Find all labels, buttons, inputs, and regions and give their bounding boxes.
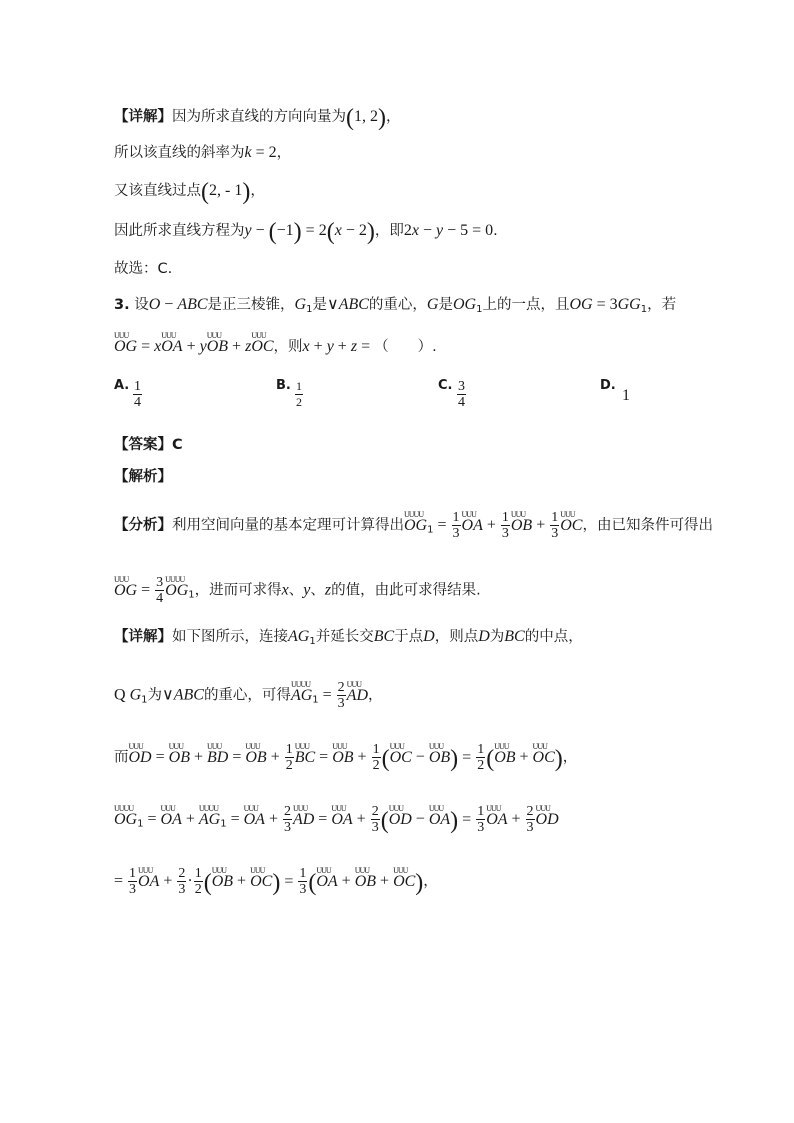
analysis-label: 【分析】	[114, 517, 172, 534]
detail-line-1: 【详解】因为所求直线的方向向量为(1, 2)，	[114, 105, 401, 131]
answer-line	[114, 435, 183, 455]
analysis-line-2: UUU OG = $\frac{3}{4}$ UUUU $OG_1$，进而可求得x、y、z的值，由此可求得结果.	[114, 574, 481, 606]
option-c-value: $\frac{3}{4}$	[458, 379, 465, 410]
option-a-value: $\frac{1}{4}$	[134, 379, 141, 410]
analysis-line-1: 【分析】利用空间向量的基本定理可计算得出 UUUU $OG_1$ = $\frac{1}{3}$ UUU OA + $\frac{1}{3}$ UUU OB + $\frac{1}{3}$ UUU OC，由已知条件可得出	[114, 509, 713, 541]
option-b-label: B.	[276, 378, 291, 393]
detail2-line-4: UUUU $OG_1$ = UUU OA + UUUU $AG_1$ = UUU OA + $\frac{2}{3}$ UUU AD = UUU OA + $\frac{2}{3}$ ( UUU OD − UUU OA) = $\frac{1}{3}$ UUU OA + $\frac{2}{3}$ UUU OD	[114, 803, 559, 835]
jiexi-line	[114, 467, 172, 487]
detail-label: 【详解】	[114, 109, 172, 125]
detail2-line-5: = $\frac{1}{3}$ UUU OA + $\frac{2}{3}$ · $\frac{1}{2}$ ( UUU OB + UUU OC) = $\frac{1}{3}$ ( UUU OA + UUU OB + UUU OC)，	[114, 865, 438, 897]
option-d-value: 1	[622, 387, 630, 404]
detail2-line-2: Q $G_1$为∨ABC的重心，可得 UUUU $AG_1$ = $\frac{2}{3}$ UUU AD，	[114, 679, 383, 711]
answer-label: 【答案】	[114, 437, 172, 453]
point-line: 又该直线过点(2, - 1)，	[114, 179, 265, 205]
option-c-label: C.	[438, 378, 453, 393]
direction-vector: (1, 2)	[346, 105, 386, 131]
point-value: (2, - 1)	[201, 179, 251, 205]
question-3-line-2: UUU OG = x UUU OA + y UUU OB + z UUU OC，则x + y + z = （ ）.	[114, 331, 437, 355]
equation-line: 因此所求直线方程为y − (−1) = 2(x − 2)，即2x − y − 5 = 0.	[114, 219, 498, 245]
slope-line: 所以该直线的斜率为k = 2，	[114, 144, 292, 161]
detail2-line-3: 而 UUU OD = UUU OB + UUU BD = UUU OB + $\frac{1}{2}$ UUU BC = UUU OB + $\frac{1}{2}$ ( UUU OC − UUU OB) = $\frac{1}{2}$ ( UUU OB + UUU OC)，	[114, 741, 578, 773]
answer-value: C	[172, 437, 183, 453]
detail2-line-1: 【详解】如下图所示，连接$AG_1$并延长交BC于点D，则点D为BC的中点，	[114, 628, 583, 647]
option-a-label: A.	[114, 378, 130, 393]
option-d-label: D.	[600, 378, 616, 393]
choice-line: 故选：C.	[114, 261, 173, 277]
question-3-line-1: 3. 设O − ABC是正三棱锥，$G_1$是∨ABC的重心，G是$OG_1$上的一点，且OG = $3GG_1$，若	[114, 296, 677, 315]
jiexi-label: 【解析】	[114, 469, 172, 485]
question-number: 3.	[114, 297, 130, 313]
option-b-value: $\frac{1}{2}$	[296, 379, 302, 409]
